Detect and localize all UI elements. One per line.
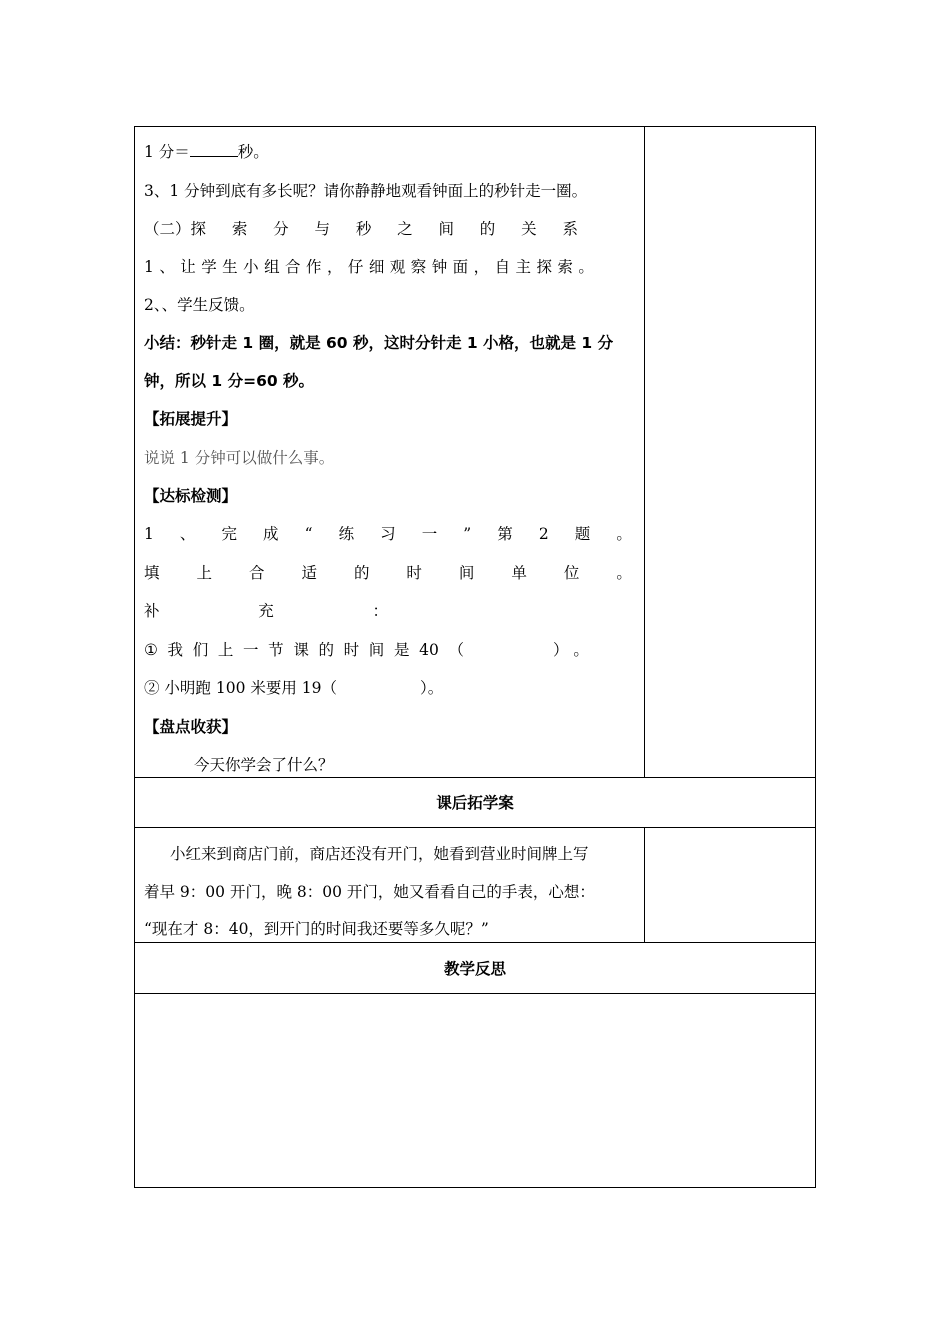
item-char: 上 bbox=[217, 641, 234, 659]
answer-blank bbox=[190, 142, 238, 157]
test-char: ” bbox=[463, 525, 472, 543]
test-char: 间 bbox=[458, 564, 475, 582]
test-char: 完 bbox=[221, 525, 237, 543]
step-char: 作 bbox=[305, 258, 322, 276]
item-char: （ bbox=[448, 641, 464, 659]
test-char: 第 bbox=[497, 525, 513, 543]
item-char: 是 bbox=[393, 641, 410, 659]
extend-heading: 【拓展提升】 bbox=[144, 410, 238, 428]
step-char: 。 bbox=[578, 258, 594, 276]
exercise-item-2-end: ）。 bbox=[420, 679, 444, 697]
step-char: 组 bbox=[264, 258, 280, 276]
step-char: ， bbox=[473, 258, 490, 276]
test-heading: 【达标检测】 bbox=[144, 487, 238, 505]
test-char: 练 bbox=[338, 525, 355, 543]
fill-in-blank-line bbox=[144, 142, 269, 162]
step-char: ， bbox=[326, 258, 343, 276]
step-char: 观 bbox=[389, 258, 406, 276]
after-class-line-3: “现在才 8：40，到开门的时间我还要等多久呢？” bbox=[144, 920, 489, 938]
harvest-text: 今天你学会了什么？ bbox=[194, 756, 334, 774]
after-class-line-2: 着早 9：00 开门，晚 8：00 开门，她又看看自己的手表，心想： bbox=[144, 883, 595, 901]
heading-char: 与 bbox=[314, 220, 330, 238]
item-char: 们 bbox=[192, 641, 209, 659]
test-char: 上 bbox=[196, 564, 212, 582]
step-char: 让 bbox=[180, 258, 196, 276]
step-1 bbox=[144, 257, 594, 277]
item-char: 间 bbox=[368, 641, 385, 659]
test-char: 充 bbox=[258, 602, 274, 620]
test-char: “ bbox=[304, 525, 313, 543]
test-char: 、 bbox=[179, 525, 196, 543]
step-char: 主 bbox=[515, 258, 532, 276]
harvest-heading: 【盘点收获】 bbox=[144, 718, 238, 736]
after-class-title: 课后拓学案 bbox=[436, 794, 514, 812]
test-char: 位 bbox=[563, 564, 580, 582]
exercise-item-2-start: ② 小明跑 100 米要用 19（ bbox=[144, 679, 338, 697]
test-row-3 bbox=[144, 601, 388, 621]
test-char: 适 bbox=[301, 564, 317, 582]
heading-char: 索 bbox=[231, 220, 248, 238]
test-char: 单 bbox=[511, 564, 527, 582]
test-char: 。 bbox=[616, 564, 632, 582]
step-char: 合 bbox=[285, 258, 301, 276]
row-divider-3 bbox=[134, 942, 816, 943]
reflection-title: 教学反思 bbox=[443, 960, 506, 978]
extend-text: 说说 1 分钟可以做什么事。 bbox=[144, 449, 335, 467]
step-char: 细 bbox=[368, 258, 385, 276]
question-3: 3、1 分钟到底有多长呢？请你静静地观看钟面上的秒针走一圈。 bbox=[144, 182, 588, 200]
item-char: 我 bbox=[167, 641, 184, 659]
step-char: 钟 bbox=[431, 258, 448, 276]
item-char: ① bbox=[144, 641, 158, 659]
test-char: 的 bbox=[353, 564, 370, 582]
test-char: 习 bbox=[380, 525, 396, 543]
heading-char: 系 bbox=[562, 220, 578, 238]
test-char: 填 bbox=[144, 564, 160, 582]
after-class-line-1: 小红来到商店门前，商店还没有开门，她看到营业时间牌上写 bbox=[170, 845, 589, 863]
item-char: 课 bbox=[293, 641, 309, 659]
fill-suffix: 秒。 bbox=[237, 143, 269, 161]
item-char: 40 bbox=[419, 641, 439, 659]
reflection-area[interactable] bbox=[135, 994, 815, 1187]
item-char: 一 bbox=[243, 641, 259, 659]
row-divider-1 bbox=[134, 777, 816, 778]
step-char: 探 bbox=[536, 258, 552, 276]
test-char: 题 bbox=[574, 525, 591, 543]
heading-char: 间 bbox=[438, 220, 454, 238]
test-char: 一 bbox=[421, 525, 438, 543]
table-border-top bbox=[134, 126, 816, 127]
step-char: 仔 bbox=[347, 258, 364, 276]
test-char: 成 bbox=[263, 525, 279, 543]
row-divider-2 bbox=[134, 827, 816, 828]
test-char: ： bbox=[372, 602, 388, 620]
test-char: 1 bbox=[144, 525, 154, 543]
exercise-item-1 bbox=[144, 640, 464, 660]
heading-char: （二）探 bbox=[144, 220, 207, 238]
test-char: 补 bbox=[144, 602, 160, 620]
section-2-heading bbox=[144, 219, 578, 239]
test-char: 合 bbox=[248, 564, 265, 582]
exercise-item-1-end: ） 。 bbox=[553, 641, 589, 659]
table-border-right bbox=[815, 126, 816, 1188]
heading-char: 关 bbox=[521, 220, 537, 238]
item-char: 时 bbox=[343, 641, 360, 659]
step-char: 察 bbox=[410, 258, 427, 276]
summary-line-1: 小结：秒针走 1 圈，就是 60 秒，这时分针走 1 小格，也就是 1 分 bbox=[144, 334, 614, 352]
step-char: 生 bbox=[222, 258, 238, 276]
fill-prefix: 1 分＝ bbox=[144, 143, 190, 161]
heading-char: 的 bbox=[479, 220, 496, 238]
column-divider-middle bbox=[644, 827, 645, 943]
table-border-bottom bbox=[134, 1187, 816, 1188]
test-char: 。 bbox=[616, 525, 632, 543]
summary-line-2: 钟，所以 1 分=60 秒。 bbox=[144, 372, 315, 390]
item-char: 的 bbox=[318, 641, 334, 659]
heading-char: 之 bbox=[397, 220, 413, 238]
step-char: 小 bbox=[243, 258, 259, 276]
test-char: 时 bbox=[406, 564, 422, 582]
test-row-1 bbox=[144, 524, 632, 544]
column-divider-upper bbox=[644, 126, 645, 778]
heading-char: 分 bbox=[273, 220, 289, 238]
step-char: 索 bbox=[557, 258, 573, 276]
step-char: 、 bbox=[159, 258, 175, 276]
item-char: 节 bbox=[268, 641, 284, 659]
heading-char: 秒 bbox=[355, 220, 372, 238]
step-2: 2、、学生反馈。 bbox=[144, 296, 255, 314]
step-char: 学 bbox=[201, 258, 217, 276]
step-char: 1 bbox=[144, 258, 154, 276]
step-char: 自 bbox=[494, 258, 511, 276]
step-char: 面 bbox=[452, 258, 469, 276]
test-row-2 bbox=[144, 563, 632, 583]
test-char: 2 bbox=[538, 525, 549, 543]
